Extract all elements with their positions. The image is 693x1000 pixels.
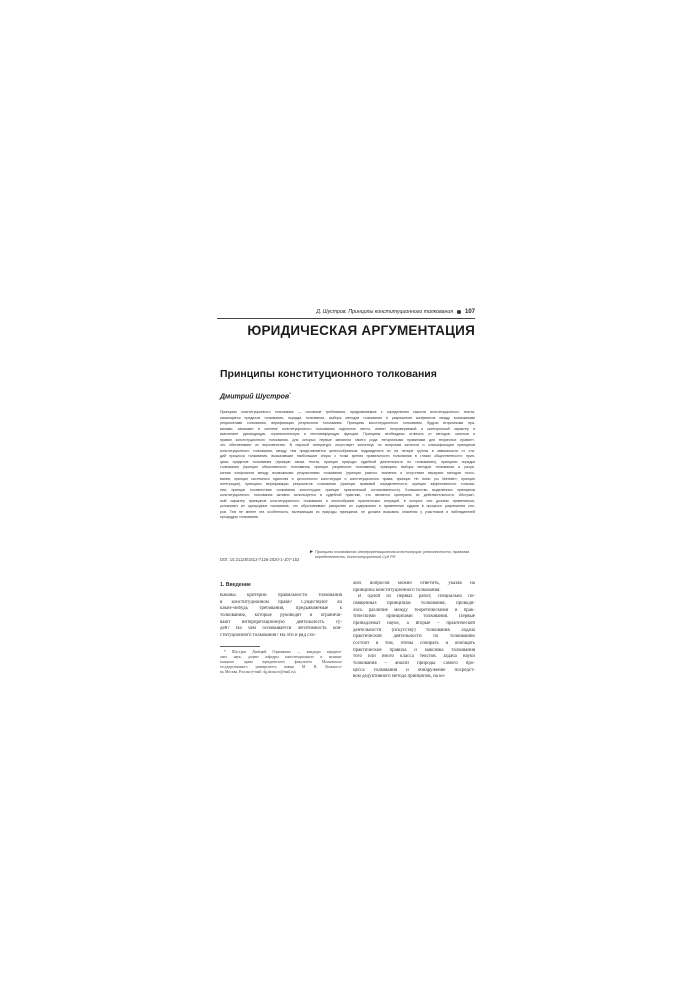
abstract-line: вилами, занимают в системе конституционного толкования отдельное место, имеют непроверяемый и категоричный характер и [220, 426, 475, 431]
bullet-icon [457, 310, 461, 314]
body-text-line: того или иного класса текстов. Задача науки [353, 654, 475, 660]
running-head [217, 307, 475, 316]
body-text-line: вом дедуктивного метода принципов, на ко- [353, 674, 446, 680]
abstract-line: Принципы конституционного толкования — основные требования, предъявляемые к определению смысла конституционного текста, [220, 410, 475, 414]
body-text-line: В одной из первых работ, специально по- [358, 594, 475, 600]
body-text-line: дей? На чём основывается легитимность кон- [220, 626, 342, 632]
article-title: Принципы конституционного толкования [220, 368, 437, 380]
body-text-line: Каковы критерии правильности толкования [220, 593, 342, 598]
body-text-line: толкования – анализ природы самого про- [353, 660, 475, 666]
abstract-line: дий процесса толкования, высказавшие наибольшие споры с точки зрения правильности толкования в глазах общественности: прин- [220, 454, 475, 459]
body-text-line: тическими принципами толкования. Первые [353, 614, 475, 620]
journal-page [217, 300, 475, 700]
abstract-line: результатами толкования, верификации результатов толкования. Принципы конституционного толкования, будучи вторичными пра- [220, 421, 475, 426]
abstract-line: конституционного толкования активно используется в судебной практике, что является критерием их действительности. Абстракт- [220, 493, 475, 498]
body-text-line: принадлежат науке, а вторые – практической [353, 620, 475, 626]
footnote-rule [220, 646, 260, 647]
abstract-line: толкования (принцип объективности толкования; принцип разумности толкования), принципы выбора методов толкования и разре- [220, 465, 475, 470]
header-rule [217, 318, 475, 319]
abstract-line: интеграции), принципы верификации результатов толкования (принцип правовой определенности; принцип эффективности толкова- [220, 482, 475, 487]
keywords [309, 549, 475, 560]
abstract-line: ров. Тем не менее эта особенность, вытекающая из природы принципов, не должна вызывать опасения у участников и наблюдателей [220, 509, 475, 514]
left-column-body [220, 593, 342, 640]
author-footnote-marker: * [289, 391, 291, 396]
body-text-line: какие-нибудь требования, предъявляемые к [220, 606, 342, 612]
body-text-line: толкованию, которые руководят и ограничи- [220, 612, 342, 618]
keywords-text: Принципы толкования; интерпретационная конституция; резонансность; правовая определенность; Конституционный Суд РФ [315, 550, 470, 560]
body-text-line: свящённых принципам толкования, проводи- [353, 600, 475, 606]
abstract-line: конституционного толкования, между тем представляется целесообразным подразделить их на четыре группы в зависимости от ста- [220, 448, 475, 453]
body-text-line: практической деятельности по толкованию [353, 634, 475, 640]
author-line [220, 391, 291, 400]
body-text-line: вают интерпретационную деятельность су- [220, 619, 342, 625]
abstract [220, 410, 475, 550]
abstract-line: ный характер принципов конституционного толкования и многообразие практических ситуаций, в которых они должны применяться, [220, 498, 475, 503]
abstract-line: касающиеся пределов толкования, порядка толкования, выбора методов толкования и разрешения конфликтов между возможными [220, 415, 475, 420]
right-column [353, 581, 475, 681]
footnote-line: * Шустров Дмитрий Германович — кандидат юридиче- [224, 649, 342, 654]
abstract-line: правил конституционного толкования, для которых первые являются своего рода «вторичными правилами для вторичных правил», [220, 437, 475, 442]
body-text-line: принципы конституционного толкования. [353, 587, 441, 593]
body-text-line: практические правила и максимы толкования [353, 647, 475, 653]
left-column [220, 582, 342, 675]
section-title: ЮРИДИЧЕСКАЯ АРГУМЕНТАЦИЯ [247, 323, 475, 338]
footnote-line: государственного университета имени М. В. Ломоносо- [220, 664, 342, 669]
footnote-line: пального права юридического факультета Московского [220, 659, 342, 664]
intro-heading: 1. Введение [220, 582, 251, 588]
body-text-line: лось различие между теоретическими и прак- [353, 607, 475, 613]
body-text-line: состоит в том, чтобы собирать и обобщать [353, 640, 475, 646]
arrow-right-icon: ► [309, 549, 314, 555]
abstract-line: процедуры толкования. [220, 515, 259, 520]
abstract-line: шения конфликтов между возможными результатами толкования (принцип разного значения и отсутствия иерархии методов толко- [220, 471, 475, 476]
footnote-line: ских наук, доцент кафедры конституционного и муници- [220, 654, 342, 659]
abstract-line: ципы пределов толкования (принцип языка текста, принцип природы судебной деятельности по толкованию), принципы порядка [220, 459, 475, 464]
body-text-line: цесса толкования и обнаружение посредст- [353, 667, 475, 673]
page-number: 107 [464, 308, 475, 315]
abstract-line: выполняют руководящую, ограничительную и легитимирующую функции. Принципы необходимо отличать от методов, канонов и [220, 432, 475, 437]
running-head-text: Д. Шустров. Принципы конституционного толкования [316, 308, 453, 315]
body-text-line: ституционного толкования? На эти и ряд схо- [220, 632, 316, 638]
footnote-line: ва, Москва, Россия (e-mail: dg.shustrov@mail.ru). [220, 669, 297, 674]
author-name: Дмитрий Шустров [220, 393, 290, 401]
abstract-line: что обеспечивает их верховенство. В научной литературе отсутствует консенсус по вопросам каталога и классификации принципов [220, 443, 475, 448]
body-text-line: в конституционном праве? Существуют ли [220, 599, 342, 605]
author-footnote [220, 650, 342, 675]
doi: DOI: 10.21128/1812-7126-2020-1-107-152 [220, 557, 300, 562]
abstract-line: усложняют их однородное понимание, что обусловливает раскрытие их содержания и применения судами в процессе разрешения спо- [220, 504, 475, 509]
body-text-line: жих вопросов можно ответить, указав на [353, 581, 475, 586]
abstract-line: ния; принцип соответствия толкования конституции; принцип практической согласованности). Большинство выделенных принципов [220, 487, 475, 492]
abstract-line: вания; принцип системного единства и целостности конституции и конституционного права; принцип «in dubio pro libertate»; принцип [220, 476, 475, 481]
body-text-line: деятельности (искусству) толкования. Задача [353, 627, 475, 633]
